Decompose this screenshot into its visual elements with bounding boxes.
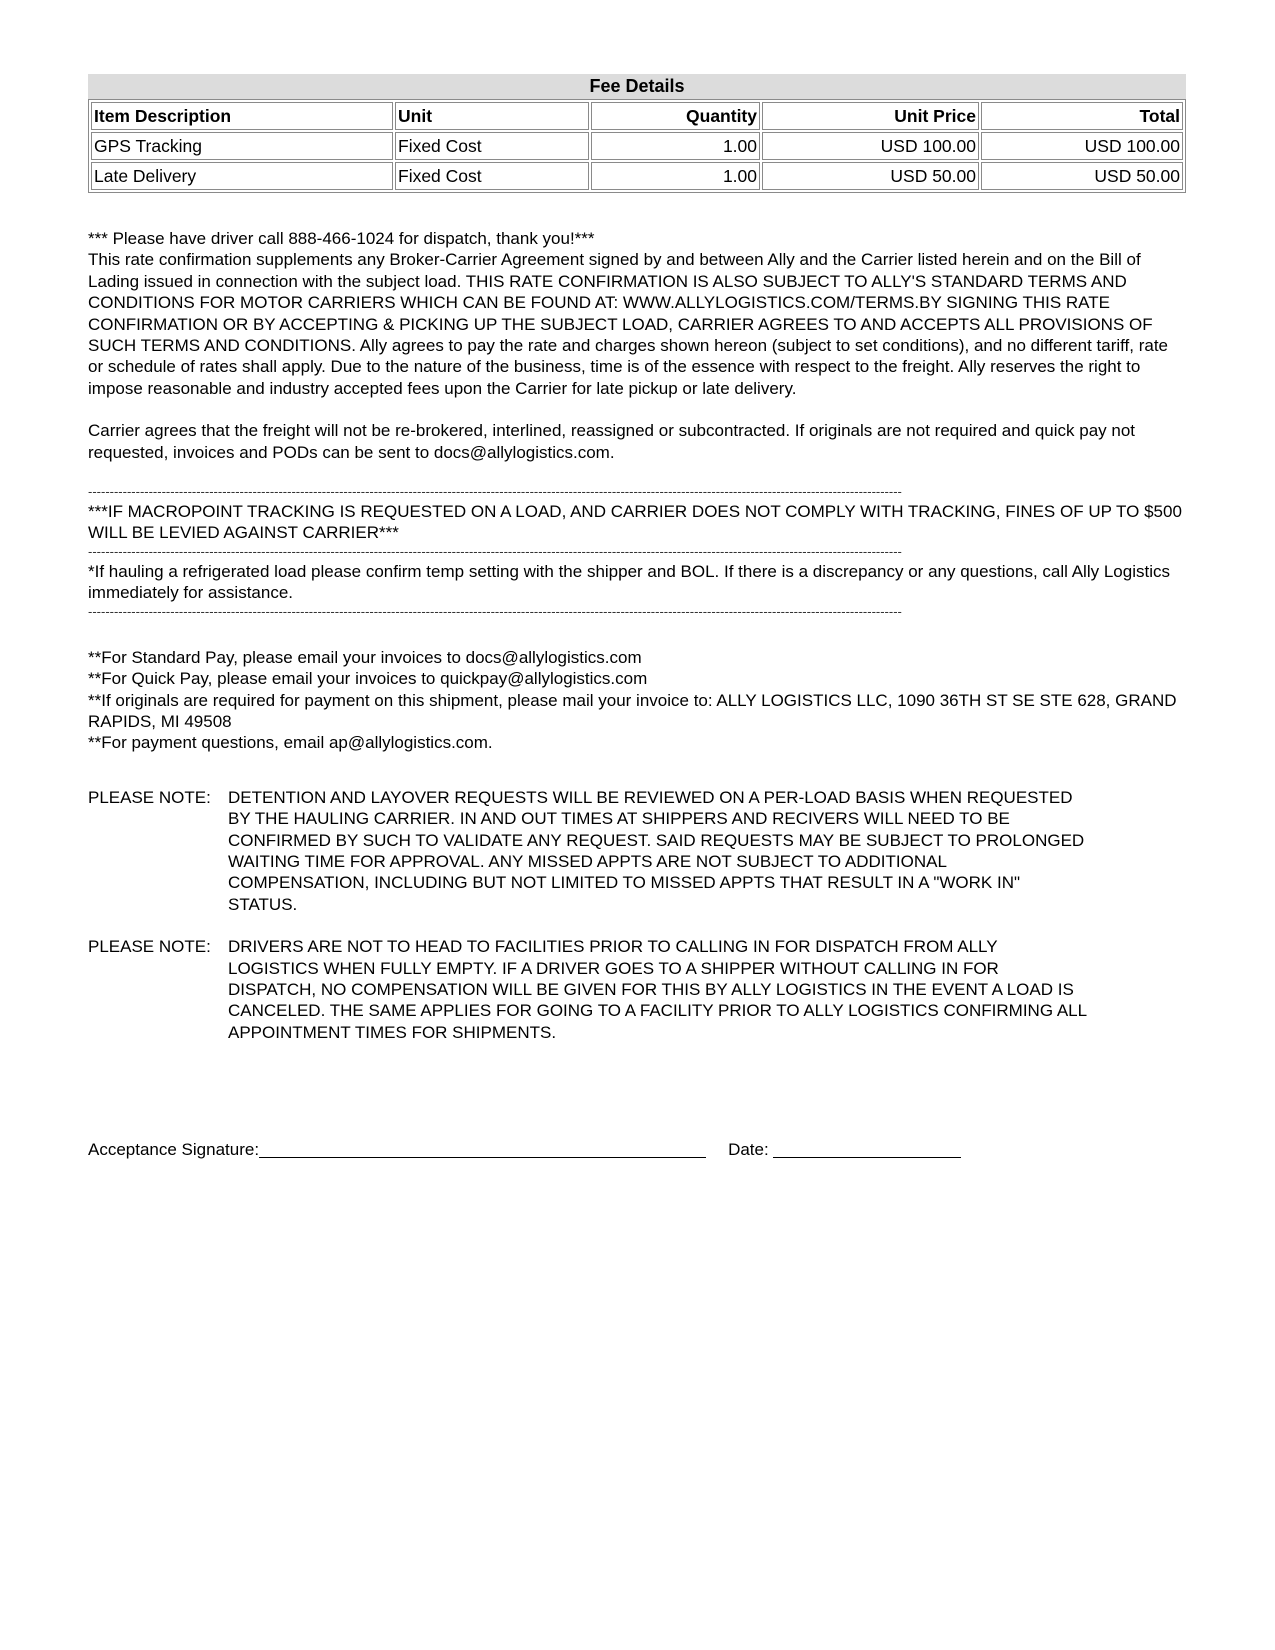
signature-field[interactable] — [259, 1139, 706, 1158]
date-field[interactable] — [773, 1139, 961, 1158]
note-label: PLEASE NOTE: — [88, 787, 211, 807]
column-header-quantity: Quantity — [591, 102, 760, 130]
fee-details-table — [88, 99, 1186, 193]
dispatch-instruction: *** Please have driver call 888-466-1024 for dispatch, thank you!*** — [88, 229, 595, 248]
rate-confirmation-page — [88, 74, 1186, 1161]
fee-details-title: Fee Details — [88, 74, 1186, 99]
dispatch-note — [88, 936, 1186, 1043]
cell-item-description: Late Delivery — [91, 162, 393, 190]
table-header-row — [91, 102, 1183, 130]
cell-total: USD 100.00 — [981, 132, 1183, 160]
brokering-paragraph: Carrier agrees that the freight will not be re-brokered, interlined, reassigned or subcontracted. If originals are not required and quick pay not requested, invoices and PODs can be sent to docs@allylogistics.com. — [88, 421, 1136, 462]
terms-paragraph: This rate confirmation supplements any Broker-Carrier Agreement signed by and between Ally and the Carrier listed herein and on the Bill of Lading issued in connection with the subject load. THIS RATE CONFIRMATION IS ALSO SUBJECT TO ALLY'S STANDARD TERMS AND CONDITIONS FOR MOTOR CARRIERS WHICH CAN BE FOUND AT: WWW.ALLYLOGISTICS.COM/TERMS.BY SIGNING THIS RATE CONFIRMATION OR BY ACCEPTING & PICKING UP THE SUBJECT LOAD, CARRIER AGREES TO AND ACCEPTS ALL PROVISIONS OF SUCH TERMS AND CONDITIONS. Ally agrees to pay the rate and charges shown hereon (subject to set conditions), and no different tariff, rate or schedule of rates shall apply. Due to the nature of the business, time is of the essence with respect to the freight. Ally reserves the right to impose reasonable and industry accepted fees upon the Carrier for late pickup or late delivery. — [88, 250, 1169, 398]
macropoint-notice: ***IF MACROPOINT TRACKING IS REQUESTED ON A LOAD, AND CARRIER DOES NOT COMPLY WITH TRACKING, FINES OF UP TO $500 WILL BE LEVIED AGAINST CARRIER*** — [88, 502, 1182, 543]
table-row — [91, 162, 1183, 190]
payment-instruction-quick: **For Quick Pay, please email your invoices to quickpay@allylogistics.com — [88, 669, 648, 689]
refrigerated-notice: *If hauling a refrigerated load please confirm temp setting with the shipper and BOL. If there is a discrepancy or any questions, call Ally Logistics immediately for assistance. — [88, 561, 1170, 603]
note-label: PLEASE NOTE: — [88, 937, 211, 957]
separator-line: -------------------------------------------------------------------------------------------------------------------------------------------------------------------------------------------- — [88, 603, 902, 619]
note-text: DETENTION AND LAYOVER REQUESTS WILL BE REVIEWED ON A PER-LOAD BASIS WHEN REQUESTED BY THE HAULING CARRIER. IN AND OUT TIMES AT SHIPPERS AND RECIVERS WILL NEED TO BE CONFIRMED BY SUCH TO VALIDATE ANY REQUEST. SAID REQUESTS MAY BE SUBJECT TO PROLONGED WAITING TIME FOR APPROVAL. ANY MISSED APPTS ARE NOT SUBJECT TO ADDITIONAL COMPENSATION, INCLUDING BUT NOT LIMITED TO MISSED APPTS THAT RESULT IN A "WORK IN" STATUS. — [228, 787, 1085, 914]
column-header-unit: Unit — [395, 102, 589, 130]
note-text: DRIVERS ARE NOT TO HEAD TO FACILITIES PRIOR TO CALLING IN FOR DISPATCH FROM ALLY LOGISTICS WHEN FULLY EMPTY. IF A DRIVER GOES TO A SHIPPER WITHOUT CALLING IN FOR DISPATCH, NO COMPENSATION WILL BE GIVEN FOR THIS BY ALLY LOGISTICS IN THE EVENT A LOAD IS CANCELED. THE SAME APPLIES FOR GOING TO A FACILITY PRIOR TO ALLY LOGISTICS CONFIRMING ALL APPOINTMENT TIMES FOR SHIPMENTS. — [228, 937, 1087, 1042]
detention-note — [88, 787, 1186, 915]
column-header-total: Total — [981, 102, 1183, 130]
acceptance-signature-label: Acceptance Signature: — [88, 1140, 260, 1160]
column-header-item-description: Item Description — [91, 102, 393, 130]
cell-item-description: GPS Tracking — [91, 132, 393, 160]
table-row — [91, 132, 1183, 160]
cell-unit: Fixed Cost — [395, 162, 589, 190]
cell-total: USD 50.00 — [981, 162, 1183, 190]
date-label: Date: — [728, 1140, 769, 1160]
payment-instruction-originals: **If originals are required for payment on this shipment, please mail your invoice to: ALLY LOGISTICS LLC, 1090 36TH ST SE STE 628, GRAND RAPIDS, MI 49508 — [88, 690, 1177, 731]
payment-instruction-standard: **For Standard Pay, please email your invoices to docs@allylogistics.com — [88, 647, 642, 667]
cell-unit-price: USD 100.00 — [762, 132, 979, 160]
cell-unit: Fixed Cost — [395, 132, 589, 160]
payment-instruction-questions: **For payment questions, email ap@allylogistics.com. — [88, 733, 493, 753]
cell-quantity: 1.00 — [591, 132, 760, 160]
signature-row — [88, 1139, 1186, 1161]
column-header-unit-price: Unit Price — [762, 102, 979, 130]
cell-unit-price: USD 50.00 — [762, 162, 979, 190]
separator-line: -------------------------------------------------------------------------------------------------------------------------------------------------------------------------------------------- — [88, 484, 902, 500]
separator-line: -------------------------------------------------------------------------------------------------------------------------------------------------------------------------------------------- — [88, 543, 902, 559]
cell-quantity: 1.00 — [591, 162, 760, 190]
